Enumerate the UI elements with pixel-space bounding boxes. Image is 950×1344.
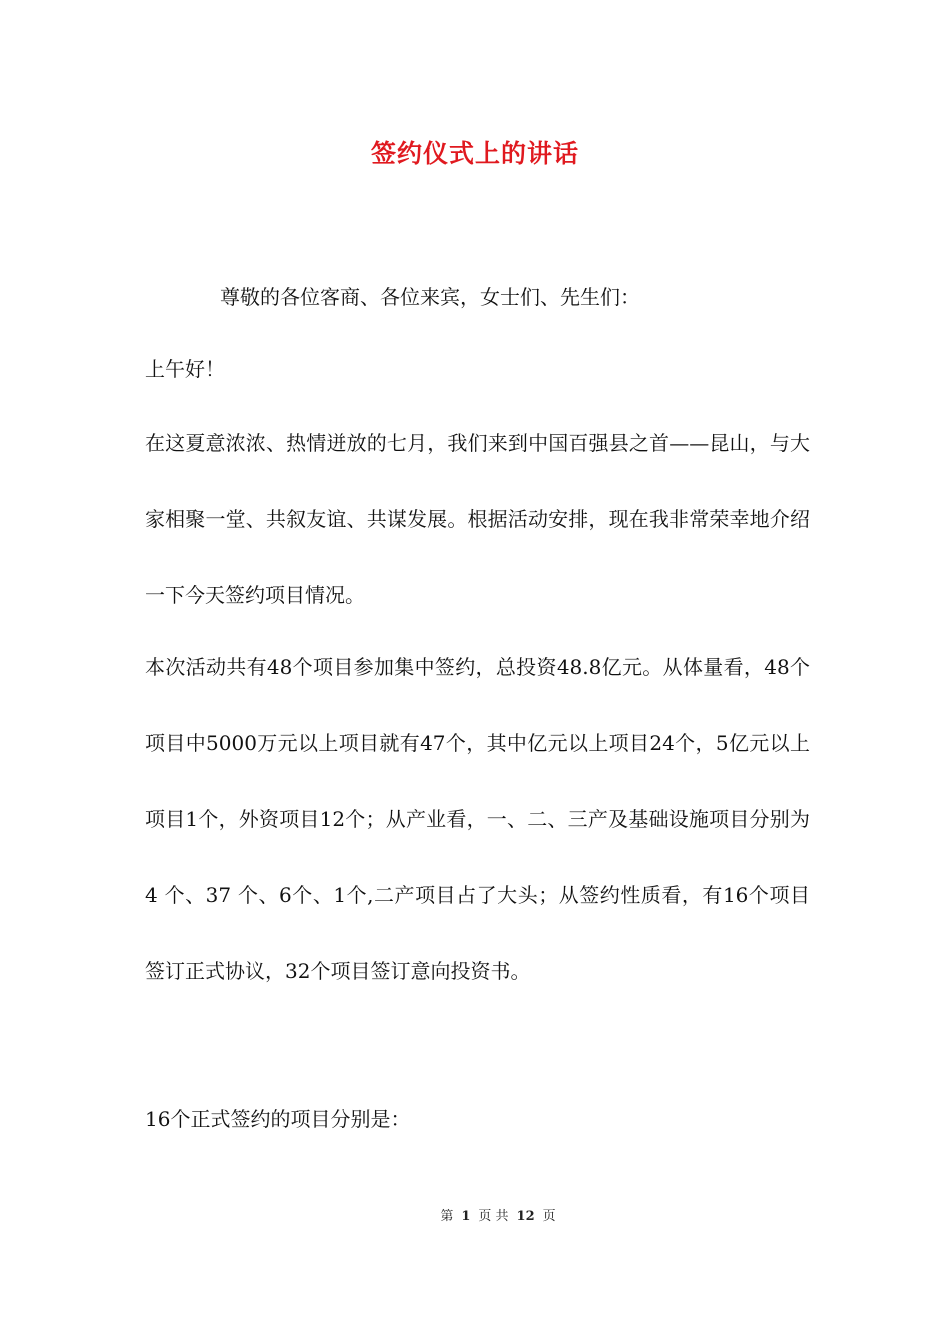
footer-page-number: 1	[461, 1209, 471, 1224]
footer-prefix: 第	[440, 1209, 454, 1224]
paragraph-greeting: 上午好！	[145, 357, 225, 381]
footer-suffix: 页	[542, 1209, 556, 1224]
paragraph-intro: 在这夏意浓浓、热情迸放的七月，我们来到中国百强县之首——昆山，与大家相聚一堂、共叙友谊、共谋发展。根据活动安排，现在我非常荣幸地介绍一下今天签约项目情况。	[145, 431, 810, 607]
salutation: 尊敬的各位客商、各位来宾，女士们、先生们：	[220, 285, 640, 309]
page-footer	[0, 1205, 950, 1229]
paragraph-project-list-intro: 16个正式签约的项目分别是：	[145, 1107, 411, 1131]
paragraph-project-summary: 本次活动共有48个项目参加集中签约，总投资48.8亿元。从体量看，48个项目中5000万元以上项目就有47个，其中亿元以上项目24个，5亿元以上项目1个，外资项目12个；从产业看，一、二、三产及基础设施项目分别为4 个、37 个、6个、1个,二产项目占了大头；从签约性质看，有16个项目签订正式协议，32个项目签订意向投资书。	[145, 655, 810, 983]
footer-total-pages: 12	[516, 1209, 535, 1224]
document-title: 签约仪式上的讲话	[370, 139, 579, 168]
footer-middle: 页 共	[478, 1209, 509, 1224]
